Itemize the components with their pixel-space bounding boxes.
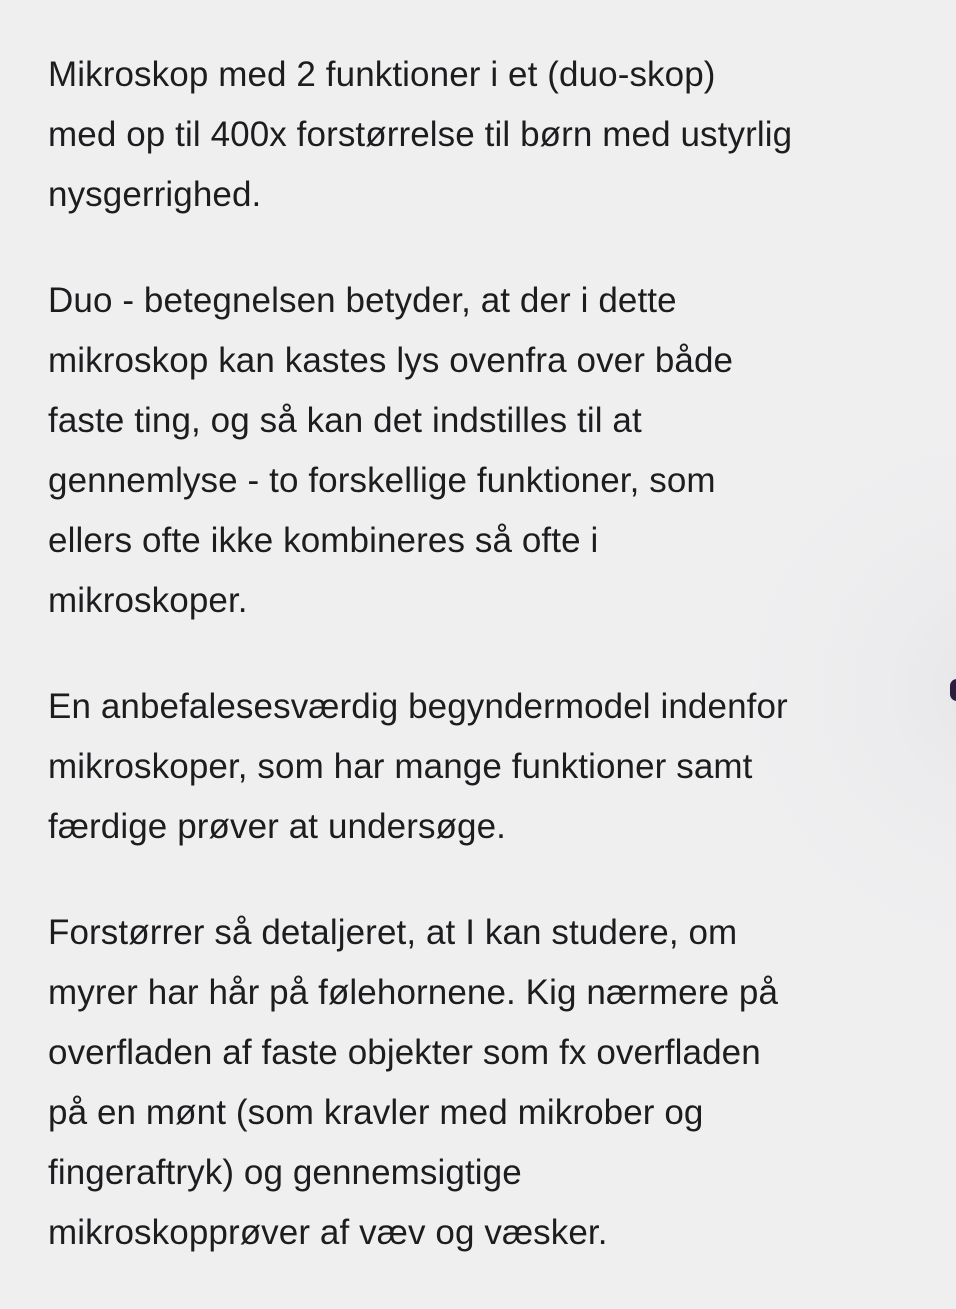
text-line: mikroskoper. <box>48 581 248 620</box>
text-line: mikroskoper, som har mange funktioner samt <box>48 747 753 786</box>
paragraph-duo-explanation <box>48 271 948 631</box>
product-description <box>48 45 948 1309</box>
text-line: overfladen af faste objekter som fx overfladen <box>48 1033 761 1072</box>
text-line: mikroskop kan kastes lys ovenfra over både <box>48 341 734 380</box>
text-line: fingeraftryk) og gennemsigtige <box>48 1153 522 1192</box>
text-line: faste ting, og så kan det indstilles til at <box>48 401 642 440</box>
text-line: med op til 400x forstørrelse til børn med ustyrlig <box>48 115 793 154</box>
text-line: Mikroskop med 2 funktioner i et (duo-skop) <box>48 55 716 94</box>
text-line: ellers ofte ikke kombineres så ofte i <box>48 521 599 560</box>
text-line: nysgerrighed. <box>48 175 262 214</box>
text-line: færdige prøver at undersøge. <box>48 807 507 846</box>
text-line: på en mønt (som kravler med mikrober og <box>48 1093 704 1132</box>
text-line: mikroskopprøver af væv og væsker. <box>48 1213 608 1252</box>
text-line: Forstørrer så detaljeret, at I kan studere, om <box>48 913 738 952</box>
text-line: myrer har hår på følehornene. Kig nærmere på <box>48 973 779 1012</box>
paragraph-recommendation <box>48 677 948 857</box>
scroll-edge-indicator <box>950 679 956 701</box>
text-line: gennemlyse - to forskellige funktioner, som <box>48 461 716 500</box>
paragraph-magnification-details <box>48 903 948 1263</box>
text-line: En anbefalesesværdig begyndermodel indenfor <box>48 687 788 726</box>
paragraph-intro <box>48 45 948 225</box>
text-line: Duo - betegnelsen betyder, at der i dette <box>48 281 677 320</box>
